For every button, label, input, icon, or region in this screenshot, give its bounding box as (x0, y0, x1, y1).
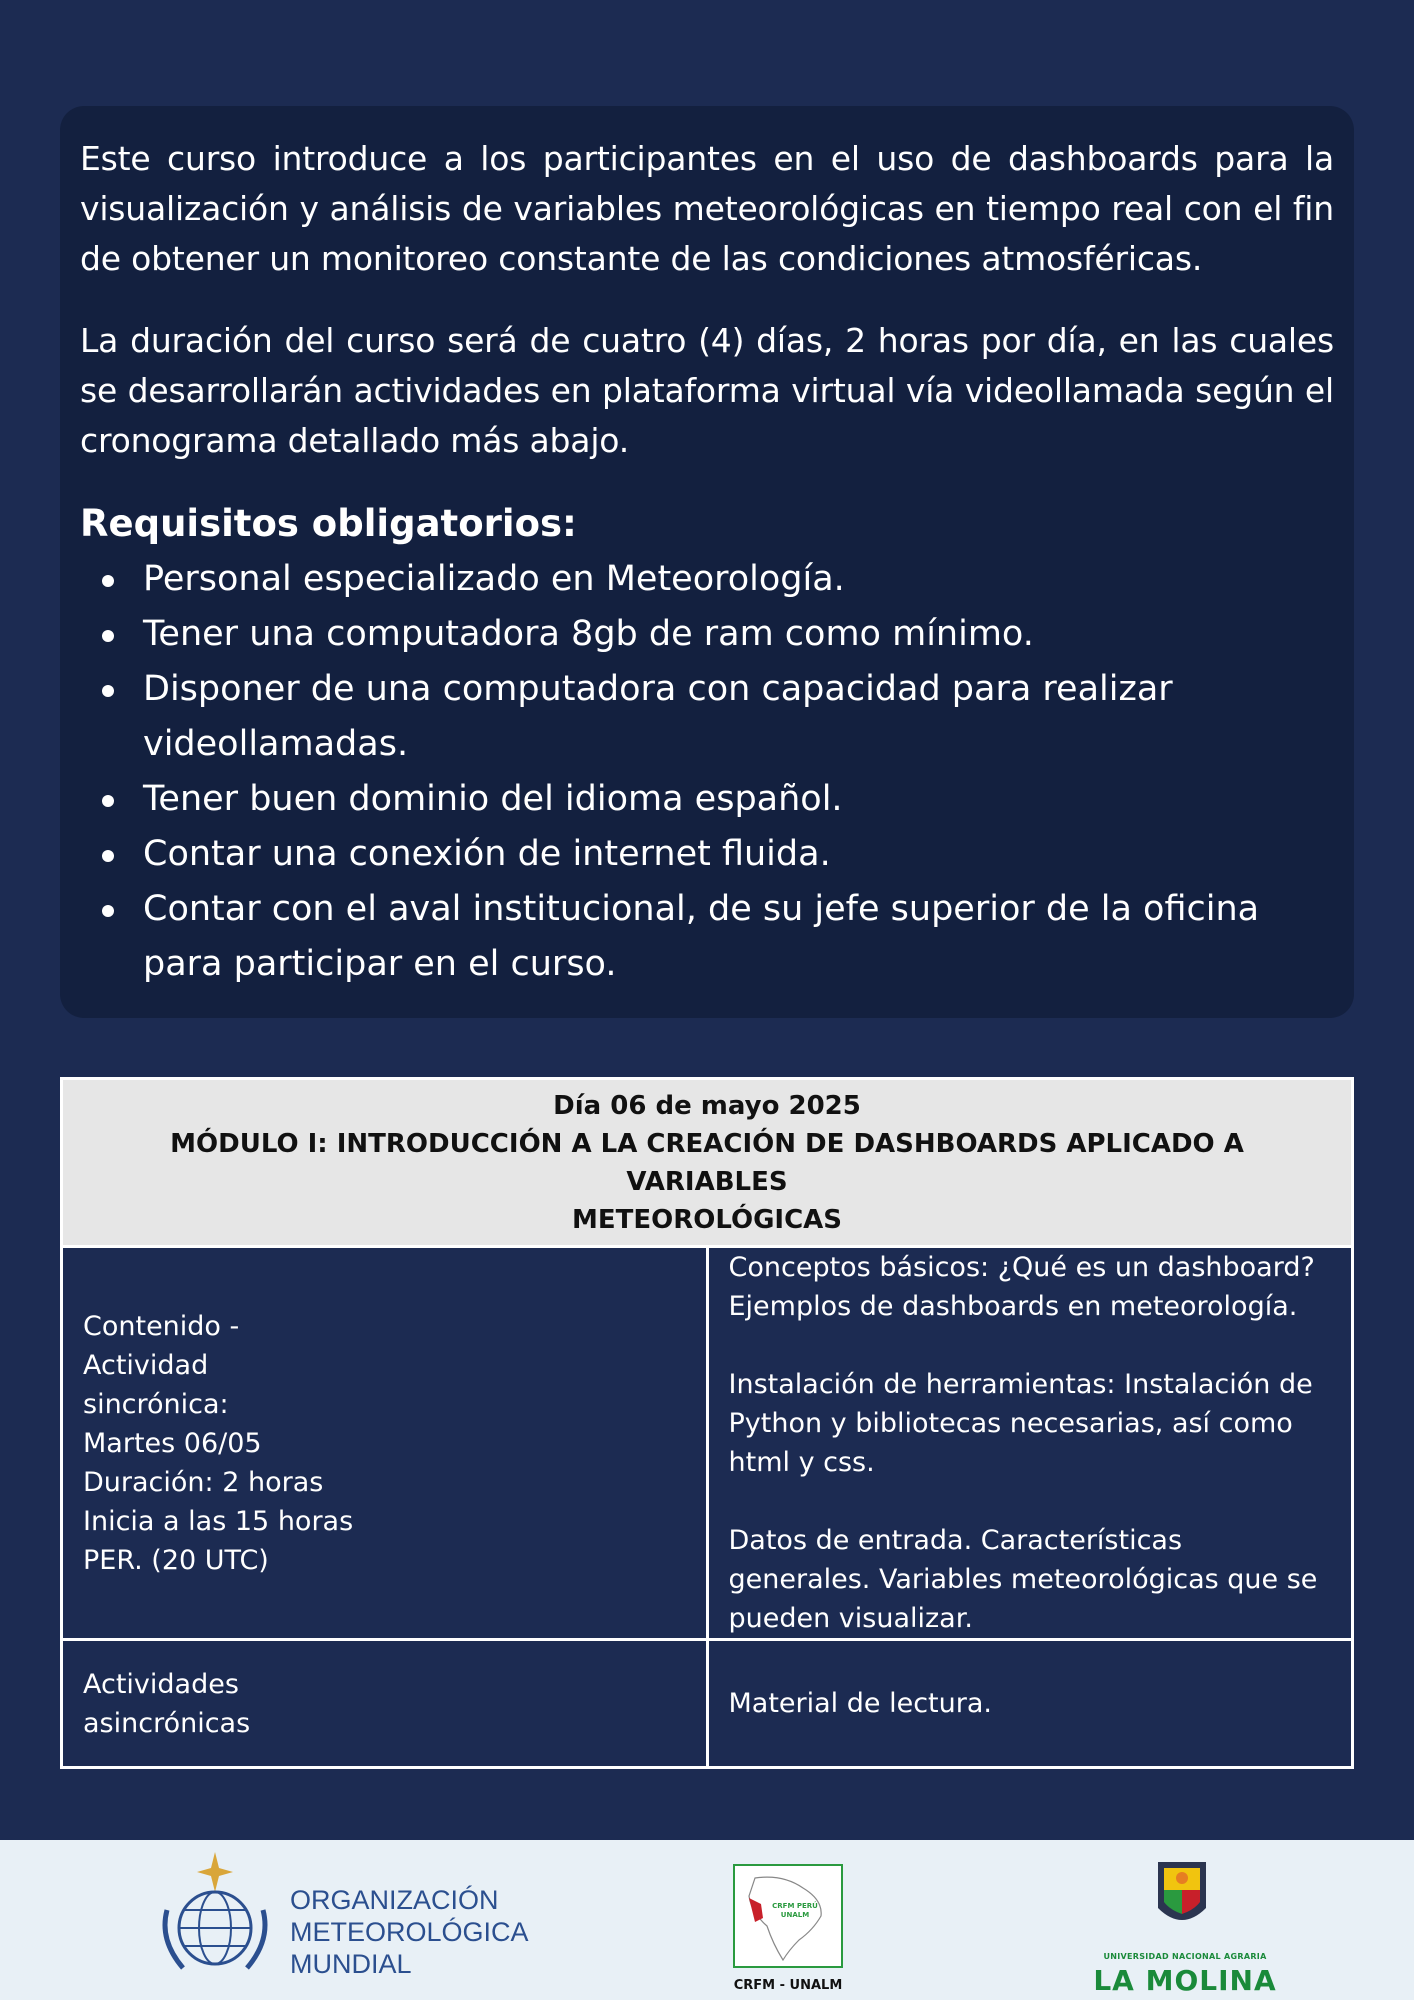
bullet-icon (102, 685, 114, 697)
schedule-table (60, 1077, 1354, 1769)
table-row (62, 1640, 1353, 1768)
content-block: Conceptos básicos: ¿Qué es un dashboard? Ejemplos de dashboards en meteorología. (728, 1252, 1315, 1322)
svg-text:UNALM: UNALM (780, 1911, 810, 1919)
omm-logo-icon (155, 1850, 275, 1985)
row-content-sync (707, 1247, 1353, 1640)
row-content-async: Material de lectura. (707, 1640, 1353, 1768)
module-title-line-2: METEOROLÓGICAS (571, 1204, 843, 1235)
bullet-icon (102, 850, 114, 862)
module-title-line-1: MÓDULO I: INTRODUCCIÓN A LA CREACIÓN DE DASHBOARDS APLICADO A VARIABLES (170, 1128, 1244, 1197)
unalm-shield-icon (1156, 1858, 1208, 1932)
course-info-card (60, 106, 1354, 1018)
schedule-header (62, 1079, 1353, 1247)
requirement-item: Personal especializado en Meteorología. (80, 552, 1334, 607)
requirement-item: Disponer de una computadora con capacidad para realizar videollamadas. (80, 662, 1334, 772)
omm-name: ORGANIZACIÓN METEOROLÓGICA MUNDIAL (290, 1885, 529, 1979)
unalm-subtitle: UNIVERSIDAD NACIONAL AGRARIA (1103, 1952, 1267, 1961)
intro-paragraph-2: La duración del curso será de cuatro (4) días, 2 horas por día, en las cuales se desarrollarán actividades en plataforma virtual vía videollamada según el cronograma detallado más abajo. (80, 321, 1334, 460)
crfm-logo-icon (733, 1864, 843, 1968)
requirements-title: Requisitos obligatorios: (80, 502, 577, 545)
requirement-item: Contar con el aval institucional, de su jefe superior de la oficina para participar en el curso. (80, 882, 1334, 992)
table-row (62, 1247, 1353, 1640)
row-label-sync: Contenido - Actividad sincrónica: Martes 06/05 Duración: 2 horas Inicia a las 15 horas PER. (20 UTC) (62, 1247, 708, 1640)
svg-text:CRFM PERÚ: CRFM PERÚ (772, 1902, 818, 1910)
requirements-list (80, 552, 1334, 992)
content-block: Datos de entrada. Características generales. Variables meteorológicas que se pueden visualizar. (728, 1525, 1318, 1634)
crfm-caption: CRFM - UNALM (733, 1978, 843, 1993)
row-label-async: Actividades asincrónicas (62, 1640, 708, 1768)
bullet-icon (102, 905, 114, 917)
bullet-icon (102, 795, 114, 807)
bullet-icon (102, 575, 114, 587)
unalm-name: LA MOLINA (1093, 1964, 1277, 1997)
bullet-icon (102, 630, 114, 642)
intro-paragraph-1: Este curso introduce a los participantes en el uso de dashboards para la visualización y análisis de variables meteorológicas en tiempo real con el fin de obtener un monitoreo constante de las condiciones atmosféricas. (80, 139, 1334, 278)
content-block: Instalación de herramientas: Instalación de Python y bibliotecas necesarias, así como html y css. (728, 1369, 1313, 1478)
schedule-date: Día 06 de mayo 2025 (553, 1090, 861, 1121)
requirement-item: Tener buen dominio del idioma español. (80, 772, 1334, 827)
footer-logos (0, 1840, 1414, 2000)
requirement-item: Tener una computadora 8gb de ram como mínimo. (80, 607, 1334, 662)
requirement-item: Contar una conexión de internet fluida. (80, 827, 1334, 882)
